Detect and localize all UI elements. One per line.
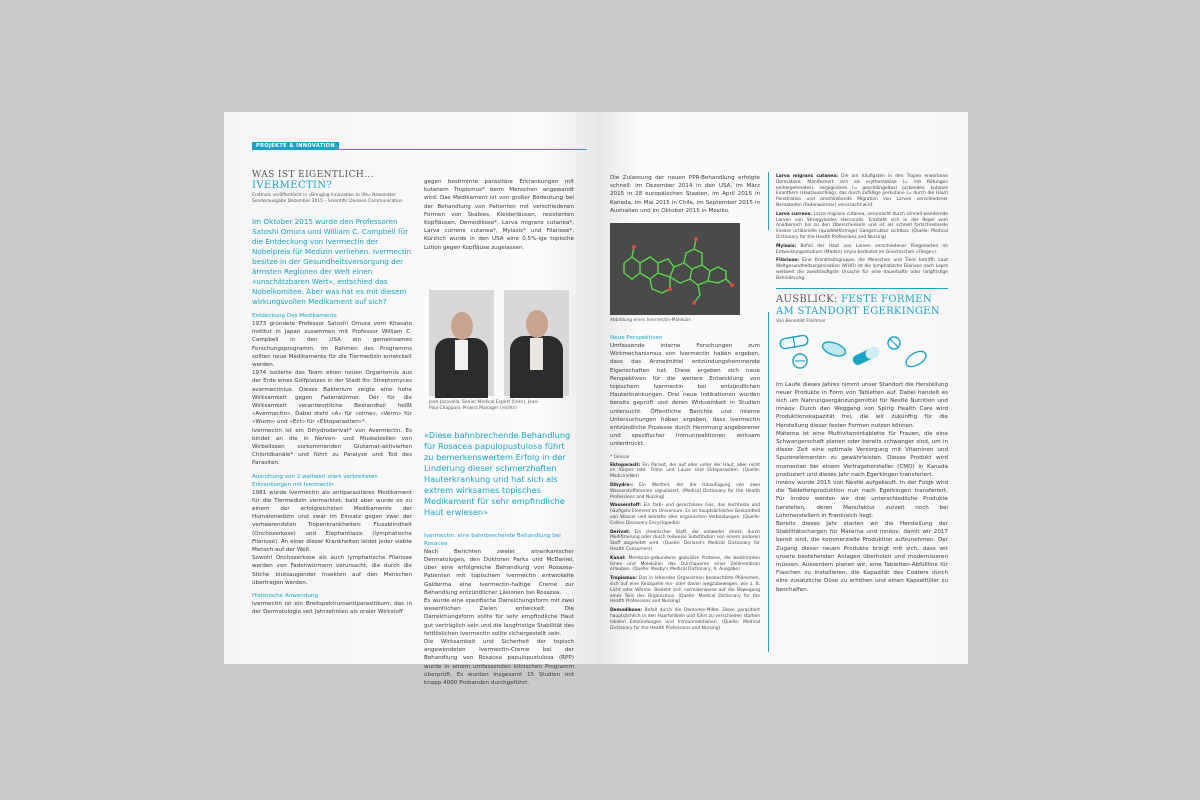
body-paragraph: Ivermectin ist ein Breitspektrumantiparasitikum, das in der Dermatologie seit Jahrzehnten als oraler Wirkstoff: [252, 601, 412, 616]
tablet-icon: [793, 354, 807, 368]
body-paragraph: gegen bestimmte parasitäre Erkrankungen mit kutanem Tropismus* beim Menschen angewandt wird. Das Medikament ist von großer Bedeutung bei der Behandlung von Patienten mit verschiedenen Formen von Skabies, Kleiderläusen, resistenten Kopfläusen, Demodikose*, Larva migrans cutanea*, Larva currens cutanea*, Myiasis* und Filariose*. Kürzlich wurde in den USA eine 0,5%-ige topische Lotion gegen Kopfläuse zugelassen.: [424, 179, 574, 251]
glossary-entry: [610, 608, 760, 631]
body-paragraph: Materna ist eine Multivitamintablette für Frauen, die eine Schwangerschaft planen oder bereits schwanger sind, um in dieser Zeit eine optimale Versorgung mit Vitaminen und Spurenelementen zu gewährleisten. Dieses Produkt wird momentan bei einem Vertragshersteller (CMO) in Kanada produziert und dieses Jahr nach Egerkingen transferiert.: [776, 430, 948, 478]
section-tag: PROJEKTE & INNOVATION: [252, 142, 339, 150]
body-paragraph: Es wurde eine spezifische Darreichungsform mit zwei wesentlichen Zielen entwickelt: Die Darreichungsform sollte für sehr empfindliche Haut gut verträglich sein und die langfristige Stabilität des fettlöslichen Ivermectin sollte sichergestellt sein.: [424, 598, 574, 637]
column-rule: [768, 312, 769, 652]
glossary-entry: [610, 463, 760, 480]
photo-row: [424, 290, 574, 398]
glossary-title: * Glossar: [610, 454, 630, 460]
glossary-entry: [776, 212, 948, 241]
glossary-definition: Ein chemischer Stoff, der entweder direkt, durch Modifizierung oder durch teilweise Substitution von einem anderen Stoff abgeleitet wird. (Quelle: Dorland's Medical Dictionary for Health Consumers): [610, 529, 760, 553]
body-paragraph: innéov wurde 2015 von Nestlé aufgekauft. In der Folge wird die Tablettenproduktion nun nach Egerkingen transferiert. Für innéov werden wir drei unterschiedliche Produkte herstellen, deren Manufaktur zurzeit noch bei Lohnherstellern in Frankreich liegt.: [776, 479, 948, 519]
photo-jean-jacovella: [429, 290, 494, 396]
glossary-definition: Ein Parasit, der auf oder unter der Haut, aber nicht im Körper lebt. Flöhe und Läuse sind Ektoparasiten. (Quelle: MedicineNet): [610, 462, 760, 480]
glossary-entry: [776, 258, 948, 281]
outlook-author: Von Benedikt Flammer: [776, 318, 826, 324]
article-headline: IVERMECTIN?: [252, 180, 333, 191]
column-rule: [768, 172, 769, 230]
glossary: [610, 463, 760, 632]
glossary-definition: Eine Krankheitsgruppe, die Menschen und Tiere betrifft. Laut Weltgesundheitsorganisation (WHO) ist die lymphatische Filariose nach Lepra weltweit die zweithäufigste Ursache für eine dauerhafte oder langfristige Behinderung.: [776, 258, 948, 281]
shirt-shape: [530, 338, 543, 370]
capsule-icon: [779, 334, 808, 349]
left-page: [224, 112, 596, 687]
article-lead: Im Oktober 2015 wurde den Professoren Satoshi Omura und William C. Campbell für die Entdeckung von Ivermectin der Nobelpreis für Medizin verliehen. Ivermectin besitze in der Gesundheitsversorgung der ärmsten Regionen der Welt einen «unschätzbaren Wert», entschied das Nobelkomitee. Aber was hat es mit diesem wirkungsvollen Medikament auf sich?: [252, 217, 412, 306]
glossary-definition: Membran-gebundene globuläre Proteine, die bestimmten Ionen und Molekülen das Durchqueren einer Zellmembran erlauben. (Quelle: Mosby's Medical Dictionary, 9. Ausgabe): [610, 555, 760, 573]
source-line: Erstmals veröffentlicht in «Bringing Innovation to life» Newsletter: [252, 193, 396, 198]
magazine-spread: [224, 112, 968, 687]
pill-icon: [903, 348, 928, 369]
outlook-prefix: AUSBLICK:: [776, 293, 838, 305]
article-source: [252, 193, 412, 205]
capsule-icon: [851, 345, 881, 366]
section-heading: Historische Anwendung: [252, 593, 319, 600]
glossary-term: Filariose:: [776, 258, 800, 264]
glossary-term: Kanal:: [610, 555, 626, 561]
right-column-2: [776, 174, 948, 594]
section-heading: Neue Perspektiven: [610, 335, 663, 342]
molecule-caption: Abbildung eines Ivermectin-Moleküls: [610, 318, 691, 324]
glossary-entry: [776, 174, 948, 209]
section-rule: [252, 149, 587, 150]
glossary-term: Wasserstoff:: [610, 503, 642, 509]
right-page: [596, 112, 968, 664]
pull-quote: «Diese bahnbrechende Behandlung für Rosacea papulopustulosa führt zu bemerkenswertem Erfolg in der Linderung dieser schmerzhaften Hauterkrankung und hat sich als extrem wirksames topisches Medikament für sehr empfindliche Haut erwiesen»: [424, 429, 571, 517]
section-heading: Ausrottung von 2 weltweit stark verbreiteten Erkrankungen mit Ivermectin: [252, 473, 378, 488]
glossary-term: Derivat:: [610, 529, 630, 535]
body-paragraph: 1981 wurde Ivermectin als antiparasitäres Medikament für die Tiermedizin vermarktet, bald aber wurde es zu einem der erfolgreichsten Medikamente der Humanmedizin und zwar im Einsatz gegen zwei der verheerendsten Tropenkrankheiten: Flussblindheit (Onchozerkose) und Elephantiasis (lymphatische Filariose). An einer dieser Krankheiten leidet jeder siebte Mensch auf der Welt.: [252, 489, 412, 554]
glossary-term: Ektoparasit:: [610, 462, 641, 468]
glossary-term: Larva migrans cutanea:: [776, 174, 838, 179]
head-shape: [526, 310, 548, 338]
body-paragraph: 1974 isolierte das Team einen neuen Organismus aus der Erde eines Golfplatzes in der Stadt Ito: Streptomyces avermectinius. Dieses Bakterium zeigte eine hohe Wirksamkeit gegen Fadenwürmer. Der für die Wirksamkeit verantwortliche Bestandteil heißt «Avermectin». Dabei steht «A» für «ohne», «Verm» für «Wurm» und «Ect» für «Ektoparasiten»*.: [252, 370, 412, 426]
glossary-term: Dihydro-:: [610, 483, 634, 489]
glossary-definition: Larva migrans cutanea, verursacht durch schnell wandernde Larven von Strongyloides stercoralis. Entsteht sich in der Regel vom Analbereich bis zu den Oberschenkeln und ist als schnell fortschreitende lineare urtikarielle (quaddelförmige) Gangstruktur sichtbar. (Quelle: Medical Dictionary for the Health Professions and Nursing): [776, 211, 948, 240]
glossary-definition: Befall durch die Demodex-Milbe. Diese parasitiert hauptsächlich in den Haarfollikeln und führt zu verschieden starken lokalen Entzündungen und Immunreaktionen. (Quelle: Medical Dictionary for the Health Professions and Nursing): [610, 608, 760, 631]
glossary-entry: [610, 503, 760, 526]
outlook-headline: FESTE FORMEN AM STANDORT EGERKINGEN: [776, 293, 940, 317]
section-heading: Ivermectin: eine bahnbrechende Behandlung bei Rosacea: [424, 532, 561, 547]
shirt-shape: [455, 340, 468, 370]
tablet-icon: [888, 337, 900, 349]
glossary-entry: [610, 483, 760, 500]
glossary-term: Myiasis:: [776, 243, 797, 249]
glossary-definition: Die am häufigsten in den Tropen erworbene Dermatose. Manifestiert sich als erythematöse (= mit Rötungen einhergehendes), serpiginöses (= geschlängeltes) juckendes, kutanes Exanthem (Hautausschlag), das durch zufällige perkutane (= durch die Haut) Penetration und anschließende Migration von Larven verschiedener Nematoden (Fadenwürmer) verursacht wird.: [776, 174, 949, 208]
glossary-continued: [776, 174, 948, 282]
body-paragraph: Sowohl Onchozerkose als auch lymphatische Filariose werden von Fadenwürmern verursacht, die durch die Stiche blutsaugender Insekten auf den Menschen übertragen werden.: [252, 555, 412, 586]
glossary-definition: Ein Wortteil, der die Hinzufügung von zwei Wasserstoffatomen signalisiert. (Medical Dictionary for the Health Professions and Nursing): [610, 483, 760, 500]
glossary-entry: [610, 556, 760, 573]
glossary-definition: Ein farb- und geruchloses Gas, das leichteste und häufigste Element im Universum. Es ist hauptsächlicher Bestandteil von Wasser und beinahe aller organischen Verbindungen. (Quelle: Collins Discovery Encyclopedia): [610, 503, 760, 526]
glossary-term: Tropismus:: [610, 576, 638, 582]
glossary-entry: [610, 576, 760, 605]
article-kicker: WAS IST EIGENTLICH...: [252, 170, 374, 180]
section-heading: Entdeckung Des Medikaments: [252, 313, 337, 319]
pill-icon: [821, 339, 848, 358]
glossary-entry: [776, 244, 948, 256]
body-paragraph: 1973 gründete Professor Satoshi Omura vom Kitasato Institut in Japan zusammen mit Professor William C. Campbell in den USA ein gemeinsames Forschungsprogramm. Im Rahmen des Programms sollten neue Medikamente für die Tiermedizin entwickelt werden.: [252, 321, 412, 369]
pills-illustration: [776, 329, 946, 373]
photo-caption: Jean Jacovella, Senior Medical Expert (links), Jean-Paul Chappuis, Project Manager (rechts): [429, 399, 539, 411]
body-paragraph: Ivermectin ist ein Dihydroderivat* von Avermectin. Es bindet an die in Nerven- und Muskelzellen von Wirbellosen vorkommenden Glutamat-aktivierten Chloridkanäle* und führt zu Paralyse und Tod des Parasiten.: [252, 427, 412, 467]
body-paragraph: Im Laufe dieses Jahres nimmt unser Standort die Herstellung neuer Produkte in Form von Tabletten auf. Dabei handelt es sich um Nahrungsergänzungsmittel für Nestlé Nutrition und innéov. Durch den Weggang von Spirig Health Care wird Produktionskapazität frei, die wir zukünftig für die Herstellung dieser festen Formen nutzen können.: [776, 381, 948, 429]
glossary-term: Demodikose:: [610, 608, 643, 614]
outlook-title: [776, 294, 948, 318]
body-paragraph: Die Wirksamkeit und Sicherheit der topisch angewendeten Ivermectin-Creme bei der Behandlung von Rosacea papulopustulosa (RPP) wurde in einem umfassenden klinischen Programm überprüft. Es wurden insgesamt 15 Studien mit knapp 4000 Probanden durchgeführt.: [424, 639, 574, 687]
body-paragraph: Bereits dieses Jahr starten wir die Herstellung der Stabilitätschargen für Materna und innéov, damit wir 2017 bereit sind, die kommerzielle Produktion aufzunehmen. Der Zugang dieser neuen Produkte bringt mit sich, dass wir unsere bestehenden Anlagen überholen und modernisieren müssen. Ausserdem planen wir, eine Tabletten-Abfüllline für Flaschen zu installieren, die Kapazität des Coaters durch eine zusätzliche Düse zu erhöhen und einen Kapselfüller zu beschaffen.: [776, 521, 948, 593]
left-column-2: [424, 178, 574, 687]
body-paragraph: Umfassende interne Forschungen zum Wirkmechanismus von Ivermectin haben ergeben, dass das Arzneimittel entzündungshemmende Eigenschaften hat. Diese ergeben sich neue Perspektiven für die weitere Entwicklung von topischem Ivermectin bei entzündlichen Hauterkrankungen. Drei neue Indikationen wurden bereits geprüft und deren Wirksamkeit in Studien untersucht. Öffentliche Berichte und interne Untersuchungen haben ergeben, dass Ivermectin entzündliche Prozesse durch Hemmung angeborener und spezifischer Immunreaktionen wirksam unterdrückt.: [610, 343, 760, 448]
glossary-definition: Befall der Haut von Larven verschiedener Fliegenarten im Entwicklungsstadium (Maden) (myia bedeutet im Griechischen «Fliege»).: [776, 243, 948, 255]
head-shape: [451, 312, 473, 340]
right-column-1: [610, 174, 760, 634]
body-paragraph: Nach Berichten zweier amerikanischer Dermatologen, den Doktoren Parks und McDaniel, über eine erfolgreiche Behandlung von Rosazea-Patienten mit topischem Ivermectin entwickelte Galderma eine Ivermectin-haltige Creme zur Behandlung entzündlicher Läsionen bei Rosazea.: [424, 548, 574, 596]
box-rule: [776, 288, 948, 289]
molecule-illustration: [610, 223, 740, 315]
glossary-term: Larva currens:: [776, 211, 812, 217]
glossary-entry: [610, 530, 760, 553]
glossary-definition: Das in lebenden Organismen beobachtete Phänomen, sich auf eine Reizquelle hin- oder davon wegzubewegen, wie z. B. Licht oder Wärme. Bezieht sich normalerweise auf die Bewegung eines Teils des Organismus. (Quelle: Medical Dictionary for the Health Professions and Nursing): [610, 576, 760, 605]
photo-jean-paul-chappuis: [504, 290, 569, 396]
left-column-1: [252, 170, 412, 617]
body-paragraph: Die Zulassung der neuen PPR-Behandlung erfolgte schnell: im Dezember 2014 in den USA, im März 2015 in 28 europäischen Staaten, im April 2015 in Kanada, im Mai 2015 in Chile, im September 2015 in Australien und im Oktober 2015 in Mexiko.: [610, 175, 760, 214]
source-line: Sonderausgabe Dezember 2015 – Scientific Division Communication: [252, 199, 403, 204]
